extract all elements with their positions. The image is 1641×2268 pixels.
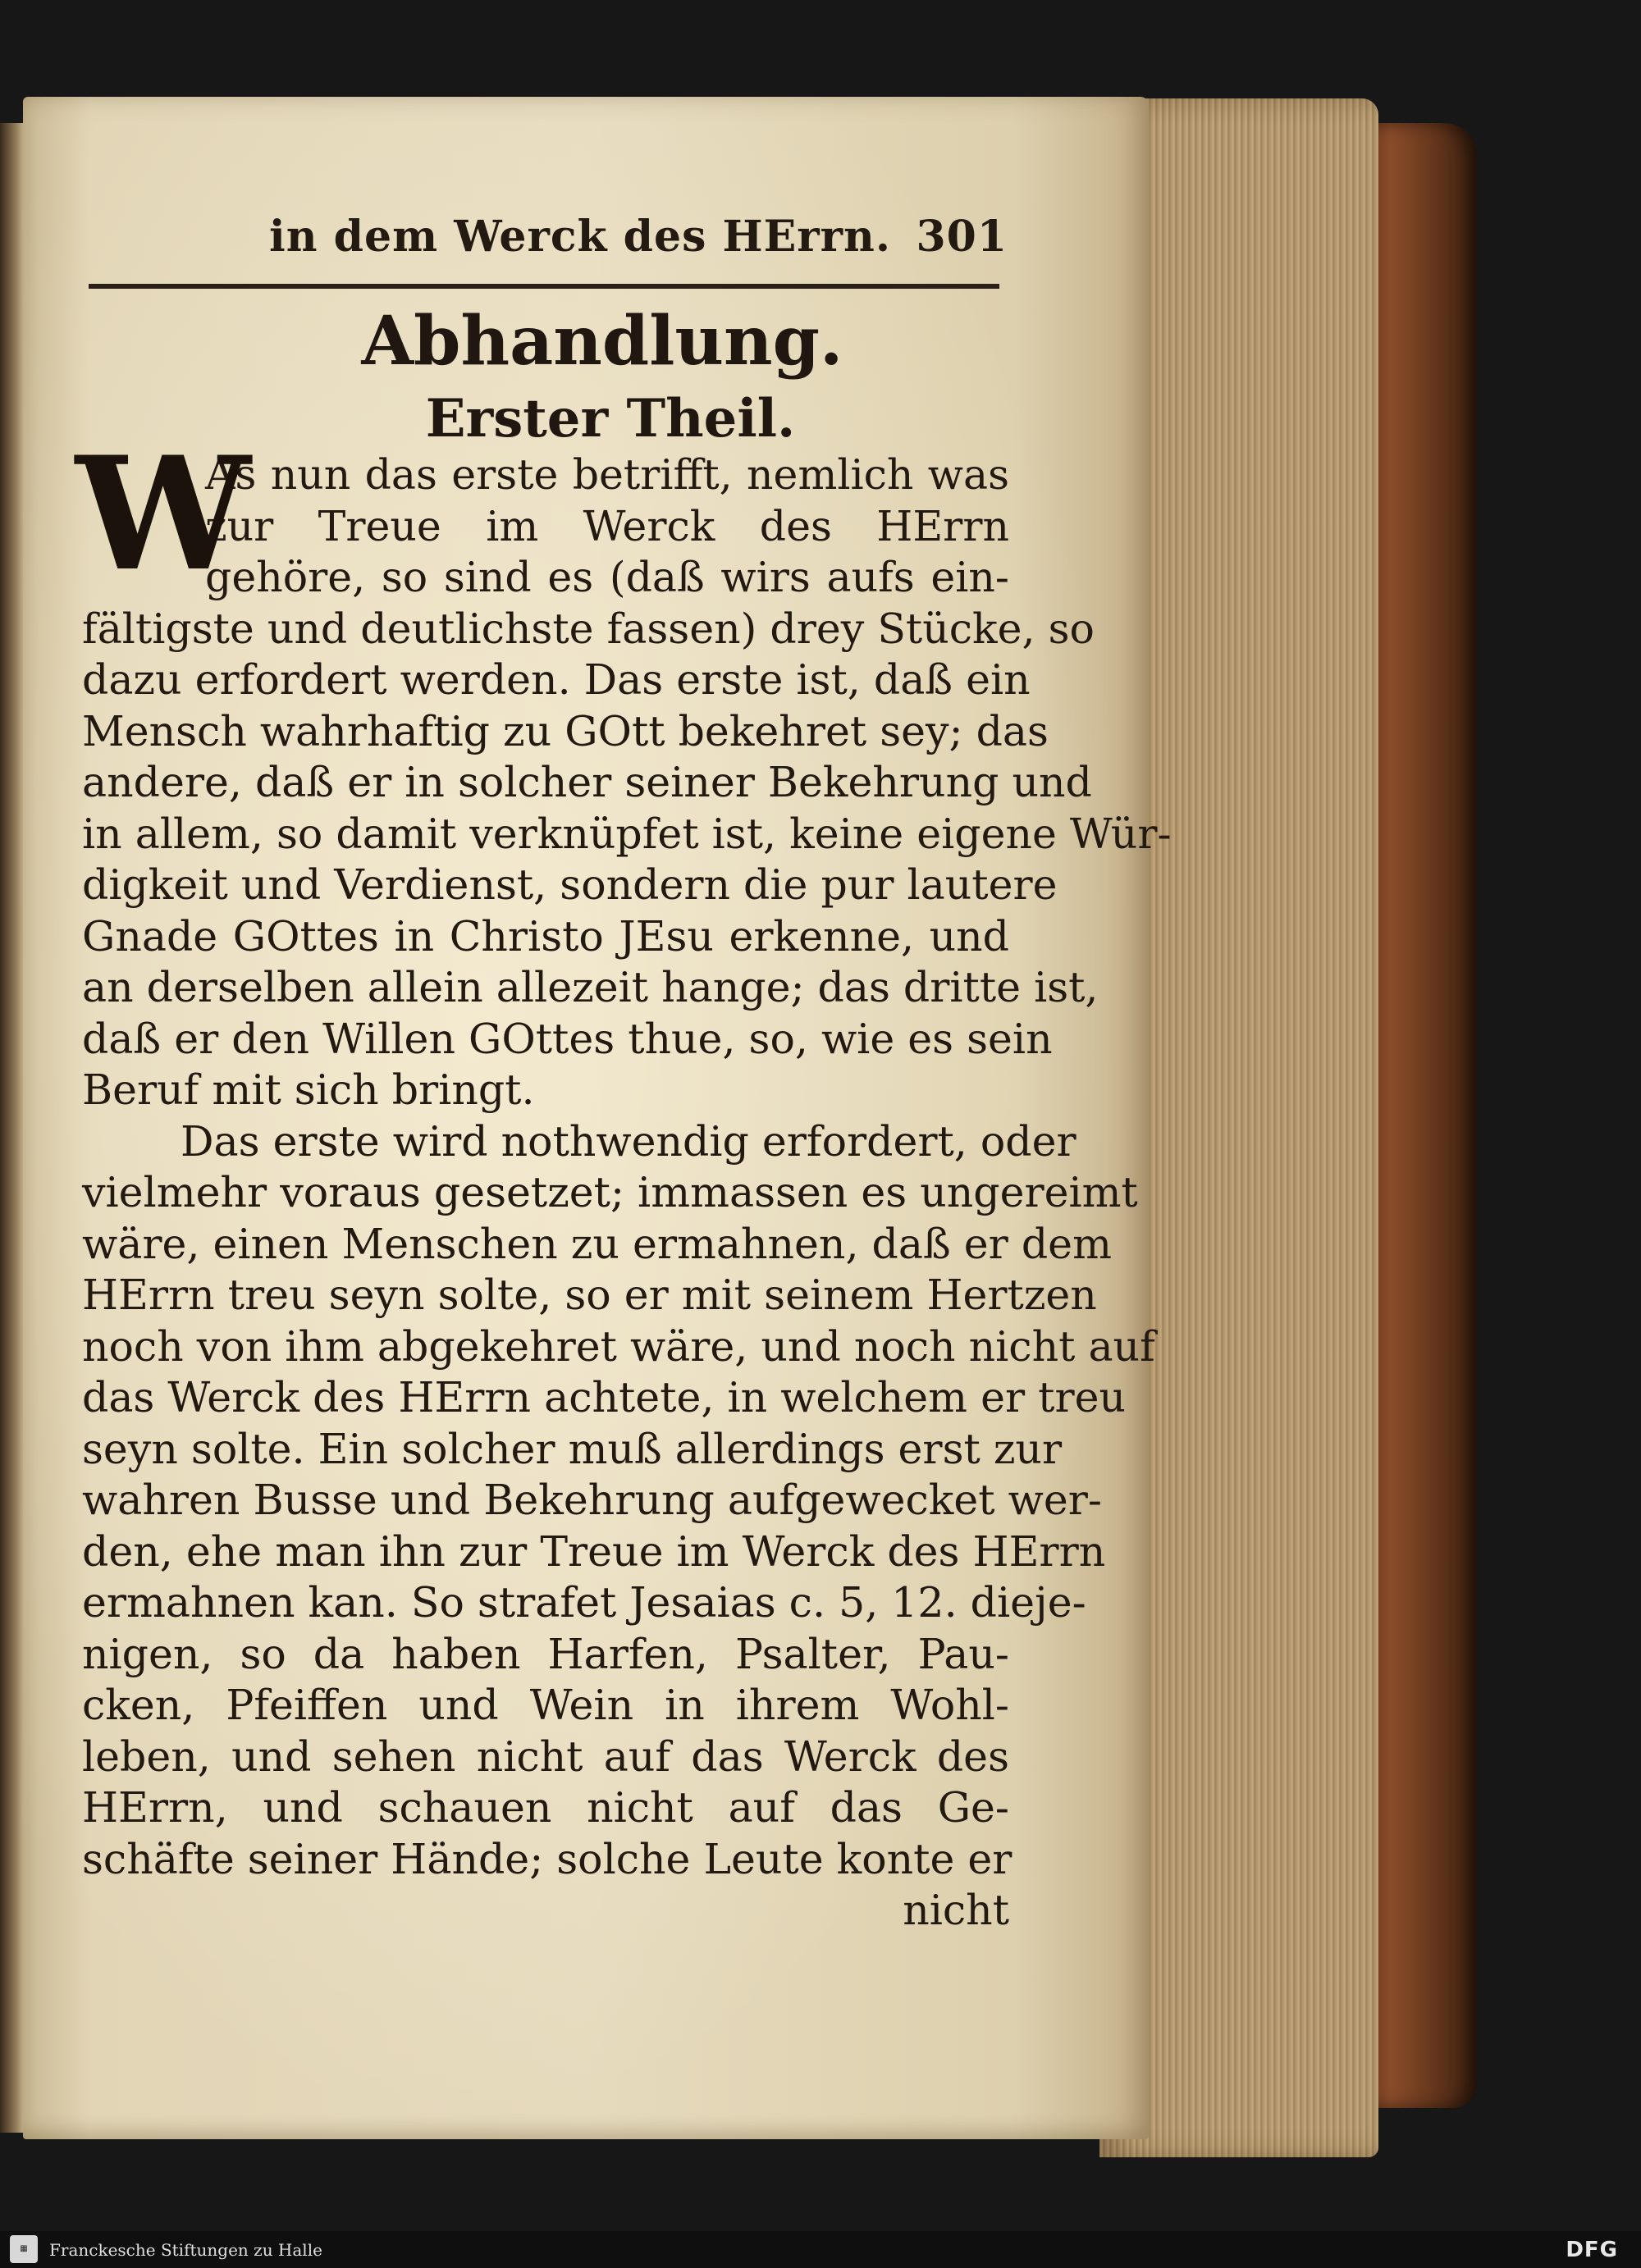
text-line: digkeit und Verdienst, sondern die pur lautere	[82, 860, 1058, 909]
institution-label: Franckesche Stiftungen zu Halle	[49, 2240, 322, 2260]
text-line: zur Treue im Werck des HErrn	[205, 501, 1009, 550]
running-title: in dem Werck des HErrn.	[269, 212, 891, 262]
text-line: wahren Busse und Bekehrung aufgewecket wer-	[82, 1476, 1102, 1524]
text-line: das Werck des HErrn achtete, in welchem er treu	[82, 1373, 1127, 1421]
text-line: an derselben allein allezeit hange; das dritte ist,	[82, 963, 1099, 1011]
header-rule	[89, 284, 999, 289]
text-line: cken, Pfeiffen und Wein in ihrem Wohl-	[82, 1681, 1009, 1729]
text-line: fältigste und deutlichste fassen) drey Stücke, so	[82, 604, 1095, 653]
text-line: wäre, einen Menschen zu ermahnen, daß er dem	[82, 1219, 1112, 1268]
body-text	[75, 422, 1172, 1937]
text-line: vielmehr voraus gesetzet; immassen es ungereimt	[82, 1168, 1138, 1216]
text-line: andere, daß er in solcher seiner Bekehrung und	[82, 758, 1092, 806]
running-head	[269, 212, 1008, 277]
text-line: dazu erfordert werden. Das erste ist, daß ein	[82, 655, 1031, 704]
catchword: nicht	[903, 1886, 1009, 1934]
part-title: Erster Theil.	[425, 388, 796, 449]
institution-logo-icon: ▦	[10, 2235, 38, 2263]
section-title: Abhandlung.	[361, 302, 843, 381]
dfg-logo: DFG	[1566, 2238, 1618, 2262]
page-number: 301	[916, 212, 1008, 262]
text-line: leben, und sehen nicht auf das Werck des	[82, 1732, 1009, 1781]
text-line: daß er den Willen GOttes thue, so, wie es sein	[82, 1014, 1053, 1063]
text-line: As nun das erste betrifft, nemlich was	[205, 450, 1009, 499]
text-line: HErrn, und schauen nicht auf das Ge-	[82, 1783, 1009, 1832]
text-line: Beruf mit sich bringt.	[82, 1066, 535, 1114]
text-line: Gnade GOttes in Christo JEsu erkenne, und	[82, 911, 1009, 961]
text-line: Mensch wahrhaftig zu GOtt bekehret sey; das	[82, 706, 1049, 755]
text-line: noch von ihm abgekehret wäre, und noch nicht auf	[82, 1321, 1155, 1371]
text-line: nigen, so da haben Harfen, Psalter, Pau-	[82, 1629, 1009, 1678]
text-line: seyn solte. Ein solcher muß allerdings erst zur	[82, 1424, 1063, 1473]
book-page	[23, 97, 1172, 2139]
text-line: Das erste wird nothwendig erfordert, oder	[181, 1116, 1076, 1166]
drop-cap: W	[75, 422, 251, 605]
text-line: gehöre, so sind es (daß wirs aufs ein-	[205, 553, 1009, 601]
text-line: schäfte seiner Hände; solche Leute konte er	[82, 1834, 1012, 1883]
text-line: den, ehe man ihn zur Treue im Werck des HErrn	[82, 1526, 1106, 1576]
text-line: in allem, so damit verknüpfet ist, keine eigene Wür-	[82, 809, 1172, 858]
text-line: ermahnen kan. So strafet Jesaias c. 5, 12. dieje-	[82, 1578, 1086, 1627]
left-page-edge	[0, 123, 25, 2133]
text-line: HErrn treu seyn solte, so er mit seinem Hertzen	[82, 1271, 1097, 1319]
